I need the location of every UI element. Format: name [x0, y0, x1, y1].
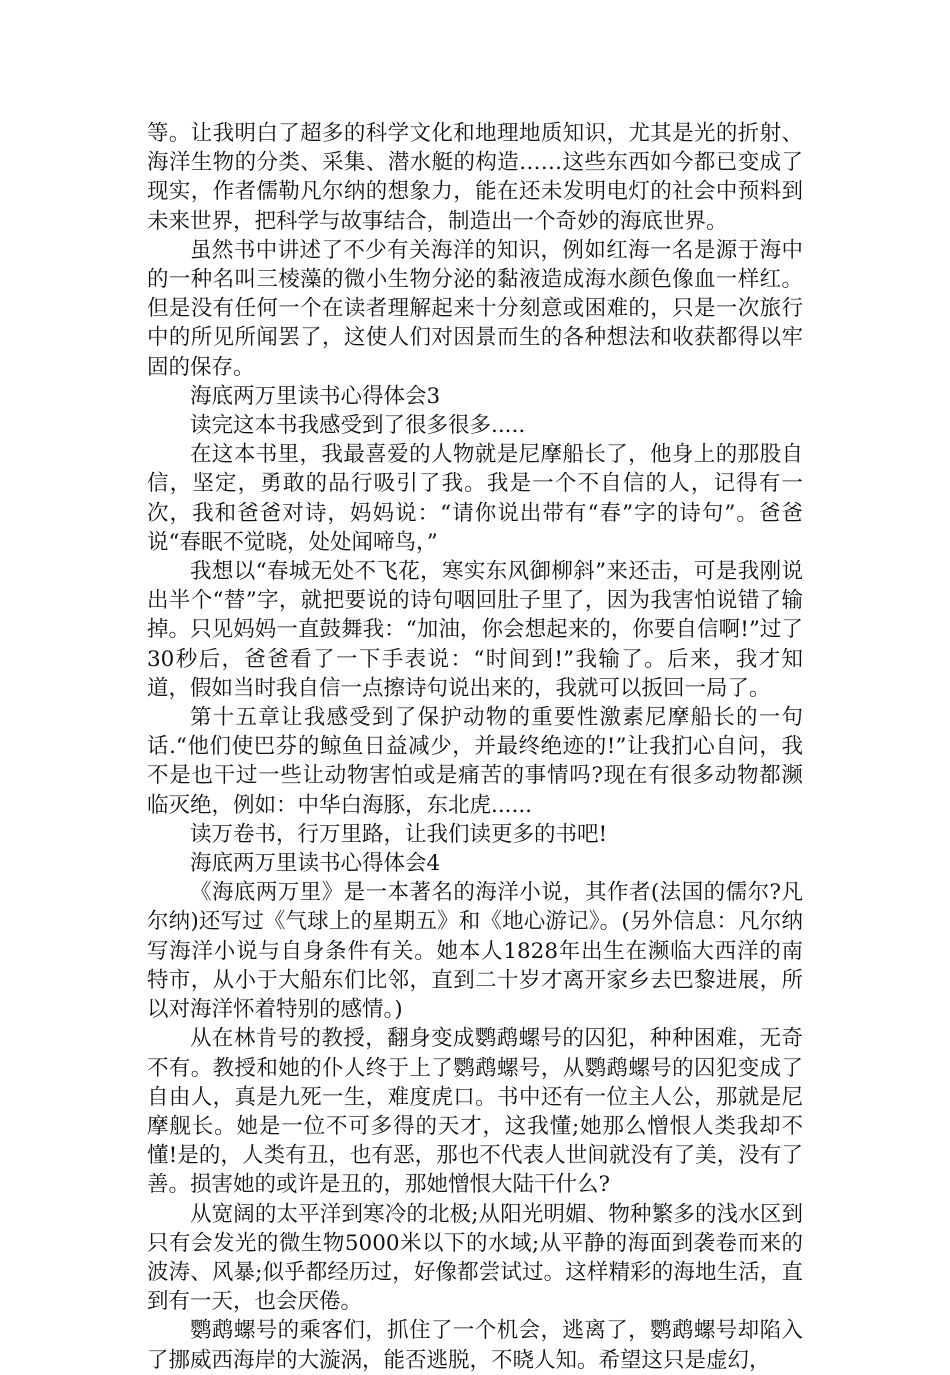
paragraph: 从在林肯号的教授，翻身变成鹦鹉螺号的囚犯，种种困难，无奇不有。教授和她的仆人终于上了鹦鹉螺号，从鹦鹉螺号的囚犯变成了自由人，真是九死一生，难度虎口。书中还有一位主人公，那就是尼摩舰长。她是一位不可多得的天才，这我懂;她那么憎恨人类我却不懂!是的，人类有丑，也有恶，那也不代表人世间就没有了美，没有了善。损害她的或许是丑的，那她憎恨大陆干什么?	[147, 1026, 803, 1198]
paragraph: 在这本书里，我最喜爱的人物就是尼摩船长了，他身上的那股自信，坚定，勇敢的品行吸引了我。我是一个不自信的人，记得有一次，我和爸爸对诗，妈妈说：“请你说出带有“春”字的诗句”。爸爸说“春眠不觉晓，处处闻啼鸟，”	[147, 442, 803, 555]
paragraph: 从宽阔的太平洋到寒冷的北极;从阳光明媚、物种繁多的浅水区到只有会发光的微生物5000米以下的水域;从平静的海面到袭卷而来的波涛、风暴;似乎都经历过，好像都尝试过。这样精彩的海地生活，直到有一天，也会厌倦。	[147, 1201, 803, 1315]
paragraph: 鹦鹉螺号的乘客们，抓住了一个机会，逃离了，鹦鹉螺号却陷入了挪威西海岸的大漩涡，能否逃脱，不晓人知。希望这只是虚幻，	[147, 1318, 803, 1373]
article-body	[147, 119, 803, 1375]
paragraph: 读万卷书，行万里路，让我们读更多的书吧!	[190, 821, 608, 847]
paragraph: 虽然书中讲述了不少有关海洋的知识，例如红海一名是源于海中的一种名叫三棱藻的微小生物分泌的黏液造成海水颜色像血一样红。但是没有任何一个在读者理解起来十分刻意或困难的，只是一次旅行中的所见所闻罢了，这使人们对因景而生的各种想法和收获都得以牢固的保存。	[147, 237, 803, 380]
paragraph: 第十五章让我感受到了保护动物的重要性激素尼摩船长的一句话.“他们使巴芬的鲸鱼日益减少，并最终绝迹的!”让我扪心自问，我不是也干过一些让动物害怕或是痛苦的事情吗?现在有很多动物都濒临灭绝，例如：中华白海豚，东北虎......	[147, 705, 803, 818]
paragraph: 我想以“春城无处不飞花，寒实东风御柳斜”来还击，可是我刚说出半个“替”字，就把要说的诗句咽回肚子里了，因为我害怕说错了输掉。只见妈妈一直鼓舞我：“加油，你会想起来的，你要自信啊!”过了30秒后，爸爸看了一下手表说：“时间到!”我输了。后来，我才知道，假如当时我自信一点擦诗句说出来的，我就可以扳回一局了。	[147, 559, 803, 701]
paragraph: 《海底两万里》是一本著名的海洋小说，其作者(法国的儒尔?凡尔纳)还写过《气球上的星期五》和《地心游记》。(另外信息：凡尔纳写海洋小说与自身条件有关。她本人1828年出生在濒临大西洋的南特市，从小于大船东们比邻，直到二十岁才离开家乡去巴黎进展，所以对海洋怀着特别的感情。)	[147, 880, 803, 1023]
section-heading: 海底两万里读书心得体会3	[190, 383, 441, 409]
section-heading: 海底两万里读书心得体会4	[190, 851, 441, 877]
paragraph: 等。让我明白了超多的科学文化和地理地质知识，尤其是光的折射、海洋生物的分类、采集、潜水艇的构造……这些东西如今都已变成了现实，作者儒勒凡尔纳的想象力，能在还未发明电灯的社会中预料到未来世界，把科学与故事结合，制造出一个奇妙的海底世界。	[147, 121, 803, 234]
paragraph: 读完这本书我感受到了很多很多.....	[190, 413, 526, 439]
